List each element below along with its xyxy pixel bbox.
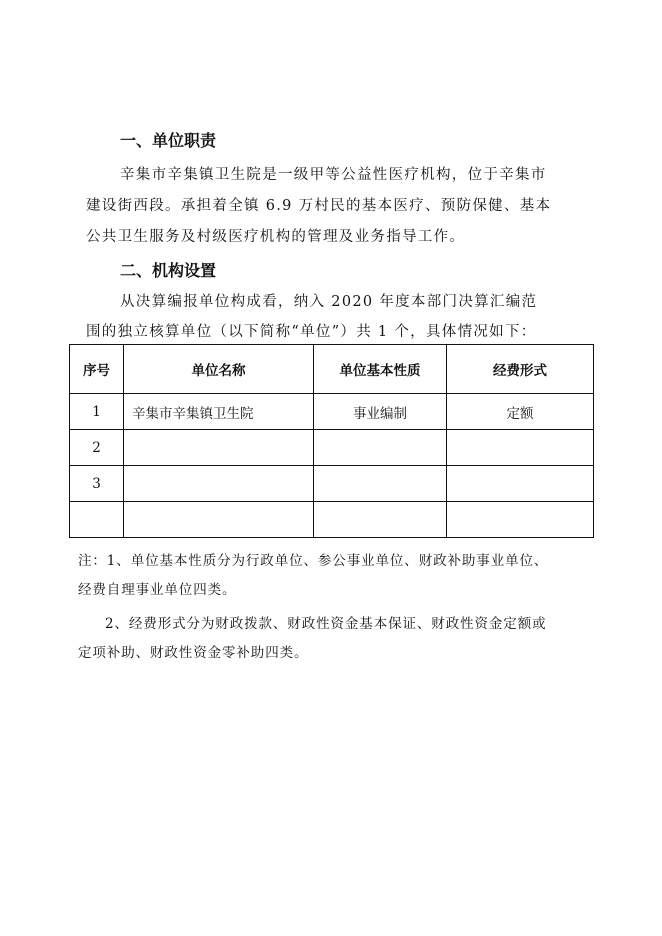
paragraph-line: 从决算编报单位构成看，纳入 2020 年度本部门决算汇编范 [120, 294, 538, 310]
table-row [70, 466, 594, 502]
note-line: 2、经费形式分为财政拨款、财政性资金基本保证、财政性资金定额或 [105, 616, 547, 632]
table-row [70, 502, 594, 538]
section-heading-organization: 二、机构设置 [120, 261, 217, 280]
header-funding-form: 经费形式 [447, 345, 594, 394]
table-row [70, 430, 594, 466]
cell-funding-form [447, 502, 594, 538]
table-row [70, 394, 594, 430]
cell-unit-nature [314, 466, 447, 502]
cell-seq: 3 [70, 466, 124, 502]
paragraph-line: 围的独立核算单位（以下简称“单位”）共 1 个，具体情况如下： [86, 324, 537, 340]
cell-unit-name: 辛集市辛集镇卫生院 [124, 394, 314, 430]
note-line: 定项补助、财政性资金零补助四类。 [78, 645, 309, 661]
header-unit-name: 单位名称 [124, 345, 314, 394]
header-seq: 序号 [70, 345, 124, 394]
cell-seq: 2 [70, 430, 124, 466]
paragraph-line: 公共卫生服务及村级医疗机构的管理及业务指导工作。 [86, 229, 466, 245]
cell-unit-name [124, 466, 314, 502]
cell-unit-name [124, 502, 314, 538]
cell-funding-form [447, 430, 594, 466]
header-unit-nature: 单位基本性质 [314, 345, 447, 394]
note-line: 注：1、单位基本性质分为行政单位、参公事业单位、财政补助事业单位、 [78, 553, 549, 569]
cell-unit-nature: 事业编制 [314, 394, 447, 430]
section-heading-duties: 一、单位职责 [120, 131, 217, 150]
cell-unit-name [124, 430, 314, 466]
cell-funding-form [447, 466, 594, 502]
cell-seq: 1 [70, 394, 124, 430]
units-table [69, 344, 594, 538]
cell-unit-nature [314, 502, 447, 538]
table-header-row [70, 345, 594, 394]
cell-funding-form: 定额 [447, 394, 594, 430]
cell-unit-nature [314, 430, 447, 466]
cell-seq [70, 502, 124, 538]
paragraph-line: 建设街西段。承担着全镇 6.9 万村民的基本医疗、预防保健、基本 [86, 198, 552, 214]
paragraph-line: 辛集市辛集镇卫生院是一级甲等公益性医疗机构，位于辛集市 [120, 167, 547, 183]
note-line: 经费自理事业单位四类。 [78, 582, 237, 598]
